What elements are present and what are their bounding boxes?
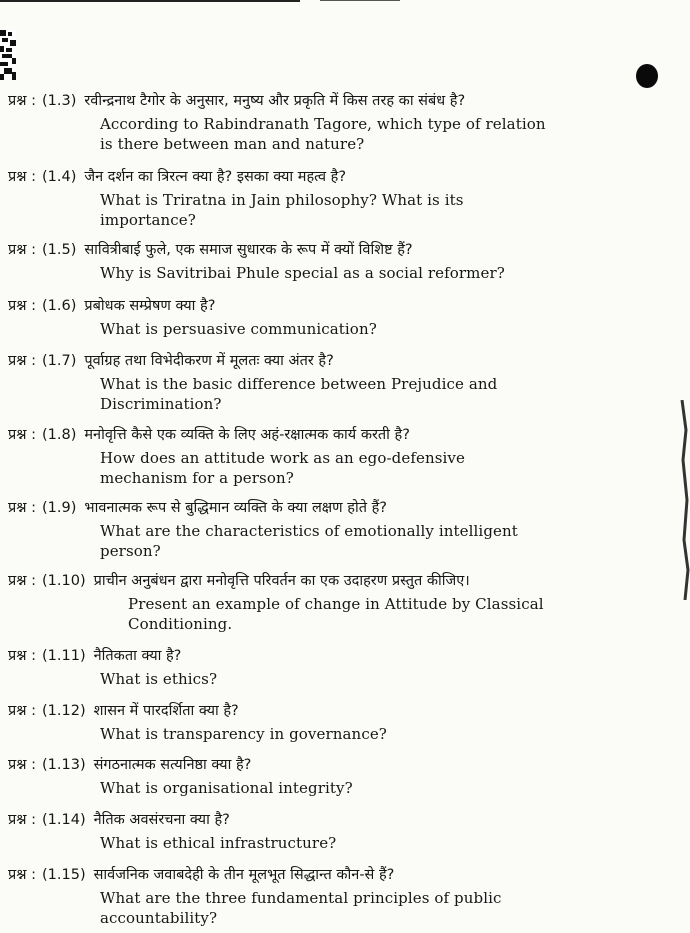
question-hindi: प्राचीन अनुबंधन द्वारा मनोवृत्ति परिवर्तन का एक उदाहरण प्रस्तुत कीजिए। [93, 573, 470, 589]
question-label: प्रश्न : [8, 648, 36, 664]
question-english: What are the characteristics of emotionally intelligent person? [100, 522, 518, 560]
question-hindi: पूर्वाग्रह तथा विभेदीकरण में मूलतः क्या अंतर है? [84, 353, 334, 369]
question-label: प्रश्न : [8, 812, 36, 828]
question-number: (1.10) [42, 573, 86, 589]
question-number: (1.13) [42, 757, 86, 773]
question-hindi: सावित्रीबाई फुले, एक समाज सुधारक के रूप में क्यों विशिष्ट हैं? [84, 242, 413, 258]
question-hindi: संगठनात्मक सत्यनिष्ठा क्या है? [93, 757, 252, 773]
question-label: प्रश्न : [8, 298, 36, 314]
question-hindi: प्रबोधक सम्प्रेषण क्या है? [84, 298, 216, 314]
question-label: प्रश्न : [8, 353, 36, 369]
question-hindi: सार्वजनिक जवाबदेही के तीन मूलभूत सिद्धान्त कौन-से हैं? [93, 867, 395, 883]
question-number: (1.3) [42, 93, 77, 109]
question-english: Present an example of change in Attitude by Classical Conditioning. [128, 595, 544, 633]
question-hindi: भावनात्मक रूप से बुद्धिमान व्यक्ति के क्या लक्षण होते हैं? [84, 500, 387, 516]
question-1-8 [8, 424, 548, 488]
question-1-9 [8, 497, 548, 561]
qr-code-fragment [0, 30, 16, 80]
question-english: What is transparency in governance? [100, 725, 387, 743]
question-english: What is the basic difference between Prejudice and Discrimination? [100, 375, 498, 413]
question-label: प्रश्न : [8, 867, 36, 883]
question-label: प्रश्न : [8, 169, 36, 185]
question-english: What is persuasive communication? [100, 320, 377, 338]
question-english: What is Triratna in Jain philosophy? What is its importance? [100, 191, 464, 229]
top-rule-secondary [320, 0, 400, 1]
question-english: What is ethics? [100, 670, 218, 688]
question-1-5 [8, 239, 548, 283]
question-hindi: शासन में पारदर्शिता क्या है? [93, 703, 239, 719]
top-rule [0, 0, 300, 2]
question-number: (1.14) [42, 812, 86, 828]
question-1-10 [8, 570, 548, 634]
question-1-13 [8, 754, 548, 798]
question-english: Why is Savitribai Phule special as a social reformer? [100, 264, 505, 282]
question-1-12 [8, 700, 548, 744]
question-label: प्रश्न : [8, 427, 36, 443]
question-1-4 [8, 166, 548, 230]
question-hindi: नैतिक अवसंरचना क्या है? [93, 812, 230, 828]
question-number: (1.4) [42, 169, 77, 185]
question-label: प्रश्न : [8, 500, 36, 516]
question-1-11 [8, 645, 548, 689]
question-label: प्रश्न : [8, 573, 36, 589]
question-label: प्रश्न : [8, 757, 36, 773]
question-english: How does an attitude work as an ego-defensive mechanism for a person? [100, 449, 465, 487]
question-1-7 [8, 350, 548, 414]
question-english: What is ethical infrastructure? [100, 834, 337, 852]
scanned-edge-artifact [676, 400, 690, 600]
question-number: (1.12) [42, 703, 86, 719]
question-1-14 [8, 809, 548, 853]
question-1-3 [8, 90, 548, 154]
punch-hole-mark [636, 64, 658, 88]
question-label: प्रश्न : [8, 703, 36, 719]
question-number: (1.8) [42, 427, 77, 443]
question-hindi: मनोवृत्ति कैसे एक व्यक्ति के लिए अहं-रक्षात्मक कार्य करती है? [84, 427, 410, 443]
question-hindi: जैन दर्शन का त्रिरत्न क्या है? इसका क्या महत्व है? [84, 169, 347, 185]
question-1-6 [8, 295, 548, 339]
question-label: प्रश्न : [8, 93, 36, 109]
question-number: (1.6) [42, 298, 77, 314]
question-number: (1.15) [42, 867, 86, 883]
question-english: According to Rabindranath Tagore, which type of relation is there between man and nature? [100, 115, 546, 153]
question-number: (1.11) [42, 648, 86, 664]
question-hindi: नैतिकता क्या है? [93, 648, 182, 664]
question-number: (1.5) [42, 242, 77, 258]
question-label: प्रश्न : [8, 242, 36, 258]
question-hindi: रवीन्द्रनाथ टैगोर के अनुसार, मनुष्य और प्रकृति में किस तरह का संबंध है? [84, 93, 466, 109]
question-number: (1.7) [42, 353, 77, 369]
question-1-15 [8, 864, 548, 928]
question-english: What is organisational integrity? [100, 779, 353, 797]
question-english: What are the three fundamental principles of public accountability? [100, 889, 502, 927]
question-number: (1.9) [42, 500, 77, 516]
